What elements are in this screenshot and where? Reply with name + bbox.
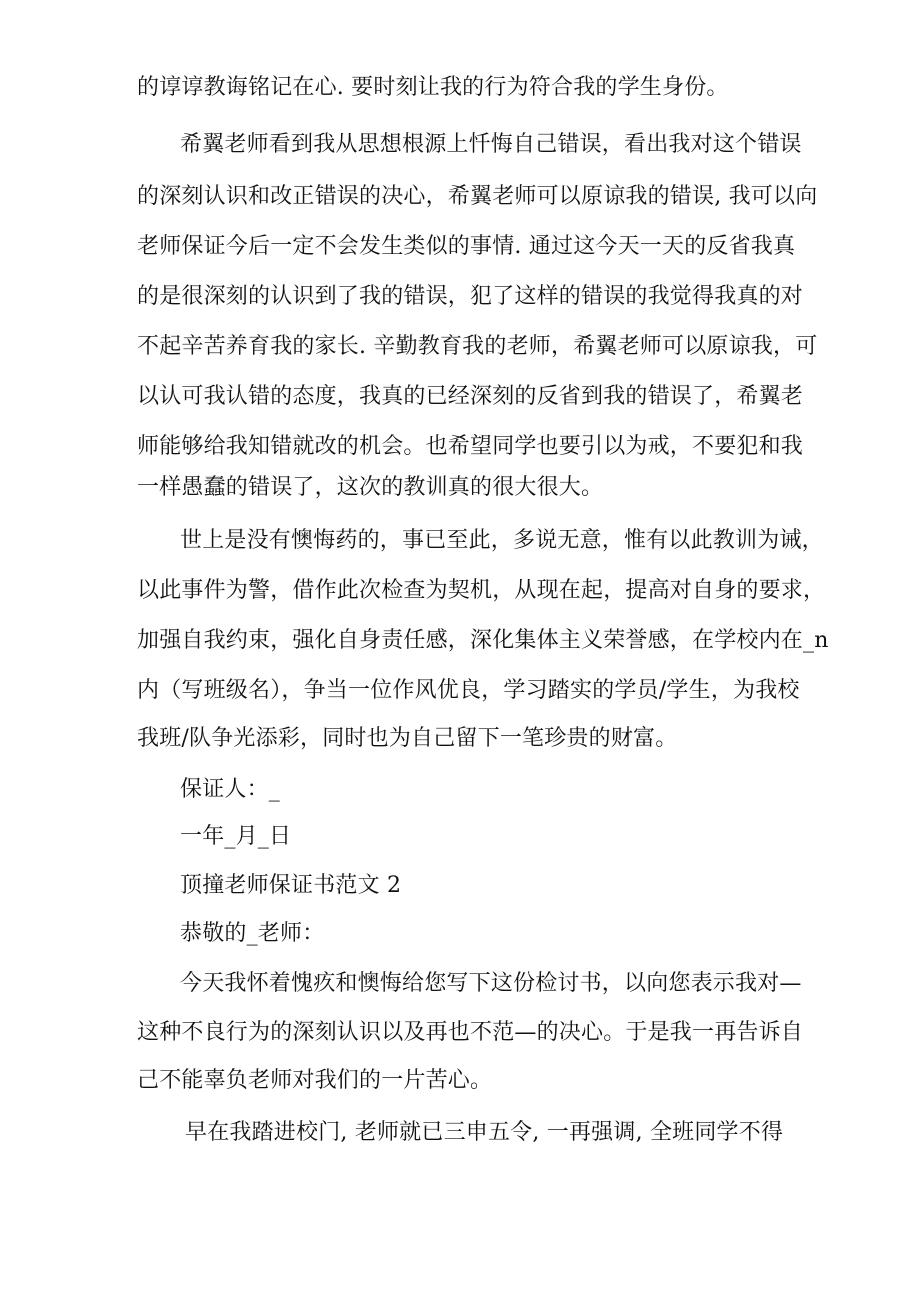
paragraph-3-line-4: 内（写班级名），争当一位作风优良，学习踏实的学员/学生，为我校	[137, 678, 800, 703]
paragraph-2-line-3: 老师保证今后一定不会发生类似的事情. 通过这今天一天的反省我真	[137, 234, 796, 259]
paragraph-2-line-6: 以认可我认错的态度，我真的已经深刻的反省到我的错误了，希翼老	[137, 384, 804, 409]
paragraph-2-line-7: 师能够给我知错就改的机会。也希望同学也要引以为戒，不要犯和我	[137, 434, 804, 459]
paragraph-2-line-4: 的是很深刻的认识到了我的错误，犯了这样的错误的我觉得我真的对	[137, 284, 804, 309]
paragraph-4-line-2: 这种不良行为的深刻认识以及再也不范—的决心。于是我一再告诉自	[137, 1020, 804, 1045]
paragraph-2-line-1: 希翼老师看到我从思想根源上忏悔自己错误，看出我对这个错误	[180, 132, 802, 157]
section-title: 顶撞老师保证书范文 2	[180, 873, 402, 898]
signature-line: 保证人：_	[180, 777, 281, 802]
paragraph-5-line-1: 早在我踏进校门, 老师就已三申五令, 一再强调, 全班同学不得	[185, 1120, 784, 1145]
paragraph-4-line-1: 今天我怀着愧疚和懊悔给您写下这份检讨书，以向您表示我对—	[180, 971, 802, 996]
paragraph-3-line-2: 以此事件为警，借作此次检查为契机，从现在起，提高对自身的要求，	[137, 578, 826, 603]
salutation: 恭敬的_老师：	[180, 921, 325, 946]
paragraph-1-line-1: 的谆谆教诲铭记在心. 要时刻让我的行为符合我的学生身份。	[137, 75, 729, 100]
date-line: 一年_月_日	[180, 824, 292, 849]
paragraph-3-line-3: 加强自我约束，强化自身责任感，深化集体主义荣誉感，在学校内在_n	[137, 628, 829, 653]
paragraph-2-line-8: 一样愚蠢的错误了，这次的教训真的很大很大。	[137, 475, 604, 500]
paragraph-2-line-5: 不起辛苦养育我的家长. 辛勤教育我的老师，希翼老师可以原谅我，可	[137, 334, 818, 359]
paragraph-3-line-5: 我班/队争光添彩，同时也为自己留下一笔珍贵的财富。	[137, 726, 678, 751]
paragraph-2-line-2: 的深刻认识和改正错误的决心，希翼老师可以原谅我的错误, 我可以向	[137, 184, 818, 209]
paragraph-4-line-3: 己不能辜负老师对我们的一片苦心。	[137, 1068, 493, 1093]
paragraph-3-line-1: 世上是没有懊悔药的，事已至此，多说无意，惟有以此教训为诫，	[180, 528, 824, 553]
